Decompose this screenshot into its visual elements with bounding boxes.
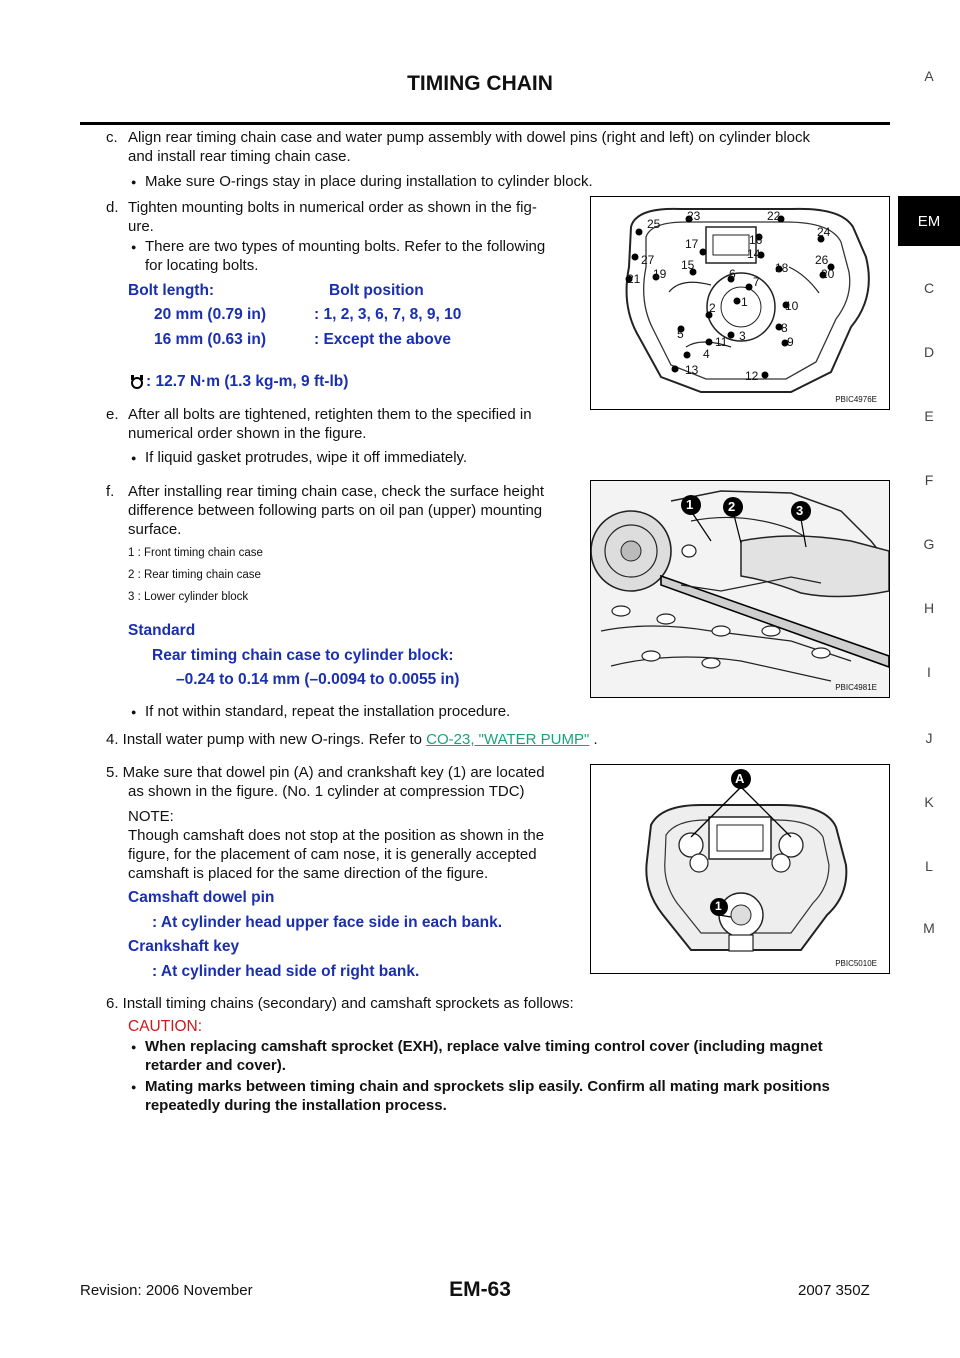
bolt-number: 20 (821, 267, 835, 281)
step-f-marker: f. (106, 483, 115, 500)
step-d-bullet1: ● There are two types of mounting bolts. Refer to the following (145, 237, 545, 256)
standard-item: Rear timing chain case to cylinder block: (152, 647, 454, 664)
legend-item: 1 : Front timing chain case (128, 547, 263, 559)
step-d-line1: Tighten mounting bolts in numerical order as shown in the fig- (128, 199, 537, 216)
step-4 (106, 730, 598, 749)
step-4-suffix: . (589, 731, 598, 748)
bolt-number: 2 (709, 301, 716, 315)
bolt-table-r2-position: : Except the above (314, 331, 451, 348)
cam-dowel-label: Camshaft dowel pin (128, 889, 275, 906)
note-line3: camshaft is placed for the same direction of the figure. (128, 865, 489, 882)
cam-dowel-desc: : At cylinder head upper face side in each bank. (152, 914, 502, 931)
caution-bullet1-line1: ● When replacing camshaft sprocket (EXH), replace valve timing control cover (including magnet (145, 1037, 823, 1056)
side-tab-f[interactable]: F (924, 472, 934, 488)
figure-code: PBIC4976E (835, 395, 877, 404)
side-tab-d[interactable]: D (923, 344, 935, 360)
legend-item: 3 : Lower cylinder block (128, 591, 249, 603)
bolt-number: 13 (685, 363, 699, 377)
caution-bullet2-line1: ● Mating marks between timing chain and sprockets slip easily. Confirm all mating mark positions (145, 1077, 830, 1096)
bolt-number: 17 (685, 237, 699, 251)
bolt-number: 21 (627, 272, 641, 286)
bolt-number: 23 (687, 209, 701, 223)
bolt-number: 7 (753, 275, 760, 289)
bolt-number: 26 (815, 253, 829, 267)
bolt-number: 1 (741, 295, 748, 309)
bolt-table-r1-position: : 1, 2, 3, 6, 7, 8, 9, 10 (314, 306, 462, 323)
bolt-number: 19 (653, 267, 667, 281)
step-d-bullet2: for locating bolts. (145, 257, 259, 274)
side-tab-m[interactable]: M (923, 920, 935, 936)
side-tab-l[interactable]: L (925, 858, 933, 874)
note-label: NOTE: (128, 808, 174, 825)
bolt-number: 14 (747, 247, 761, 261)
step-e-bullet: ● If liquid gasket protrudes, wipe it off immediately. (145, 448, 467, 467)
caution-label: CAUTION: (128, 1018, 203, 1035)
step-f-line2: difference between following parts on oil pan (upper) mounting (128, 502, 543, 519)
bolt-number: 4 (703, 347, 710, 361)
note-line2: figure, for the placement of cam nose, it is generally accepted (128, 846, 537, 863)
caution-bullet1-line2: retarder and cover). (145, 1057, 286, 1074)
bolt-number: 25 (647, 217, 661, 231)
callout-2: 2 (728, 499, 736, 514)
callout-3: 3 (796, 503, 804, 518)
bolt-number: 18 (775, 261, 789, 275)
footer-revision: Revision: 2006 November (80, 1282, 253, 1299)
step-e-marker: e. (106, 406, 119, 423)
side-tab-a[interactable]: A (924, 68, 934, 84)
side-tab-g[interactable]: G (923, 536, 935, 552)
step-f-line3: surface. (128, 521, 182, 538)
bolt-number: 22 (767, 209, 781, 223)
bolt-table-header-position: Bolt position (329, 282, 424, 299)
step-c-bullet: ● Make sure O-rings stay in place during installation to cylinder block. (145, 172, 593, 191)
figure-code: PBIC5010E (835, 959, 877, 968)
bolt-number: 24 (817, 225, 831, 239)
bolt-number: 27 (641, 253, 655, 267)
bolt-table-r1-length: 20 mm (0.79 in) (154, 306, 266, 323)
crank-key-label: Crankshaft key (128, 938, 240, 955)
figure-bolt-order (590, 196, 890, 410)
step-5-line2: as shown in the figure. (No. 1 cylinder at compression TDC) (128, 783, 525, 800)
bolt-number: 6 (729, 267, 736, 281)
bolt-number: 12 (745, 369, 759, 383)
figure-code: PBIC4981E (835, 683, 877, 692)
side-tab-c[interactable]: C (923, 280, 935, 296)
step-d-marker: d. (106, 199, 119, 216)
water-pump-link[interactable]: CO-23, "WATER PUMP" (426, 731, 590, 748)
step-4-text: 4. Install water pump with new O-rings. Refer to (106, 731, 427, 748)
bolt-table-header-length: Bolt length: (128, 282, 215, 299)
callout-a: A (735, 771, 745, 786)
callout-1: 1 (715, 899, 722, 913)
bolt-table-r2-length: 16 mm (0.63 in) (154, 331, 266, 348)
step-5-line1: 5. Make sure that dowel pin (A) and crankshaft key (1) are located (106, 764, 545, 781)
side-tab-k[interactable]: K (924, 794, 934, 810)
bolt-number: 16 (749, 233, 763, 247)
bolt-number: 10 (785, 299, 799, 313)
bolt-number: 8 (781, 321, 788, 335)
bolt-number: 5 (677, 327, 684, 341)
step-d-line2: ure. (128, 218, 154, 235)
crank-key-desc: : At cylinder head side of right bank. (152, 963, 420, 980)
side-tab-e[interactable]: E (924, 408, 934, 424)
side-tab-h[interactable]: H (923, 600, 935, 616)
torque-spec: : 12.7 N·m (1.3 kg-m, 9 ft-lb) (146, 373, 349, 390)
side-tab-i[interactable]: I (927, 664, 931, 680)
bolt-number: 3 (739, 329, 746, 343)
page-number: EM-63 (449, 1278, 511, 1301)
step-c-line2: and install rear timing chain case. (128, 148, 351, 165)
step-f-bullet: ● If not within standard, repeat the installation procedure. (145, 702, 510, 721)
standard-value: –0.24 to 0.14 mm (–0.0094 to 0.0055 in) (176, 671, 460, 688)
header-rule (80, 122, 890, 125)
page-title: TIMING CHAIN (407, 72, 553, 95)
step-e-line1: After all bolts are tightened, retighten them to the specified in (128, 406, 532, 423)
step-c-marker: c. (106, 129, 118, 146)
bolt-number: 9 (787, 335, 794, 349)
caution-bullet2-line2: repeatedly during the installation process. (145, 1097, 447, 1114)
callout-1: 1 (686, 497, 694, 512)
figure-surface-check (590, 480, 890, 698)
step-e-line2: numerical order shown in the figure. (128, 425, 367, 442)
bolt-number: 11 (715, 335, 728, 349)
figure-dowel-pin (590, 764, 890, 974)
torque-wrench-icon (128, 373, 146, 391)
footer-model: 2007 350Z (798, 1282, 870, 1299)
standard-label: Standard (128, 622, 196, 639)
legend-item: 2 : Rear timing chain case (128, 569, 261, 581)
side-tab-j[interactable]: J (925, 730, 933, 746)
bolt-number: 15 (681, 258, 695, 272)
side-tab-em[interactable]: EM (898, 196, 960, 246)
step-6: 6. Install timing chains (secondary) and camshaft sprockets as follows: (106, 995, 574, 1012)
step-f-line1: After installing rear timing chain case, check the surface height (128, 483, 545, 500)
note-line1: Though camshaft does not stop at the position as shown in the (128, 827, 545, 844)
step-c-line1: Align rear timing chain case and water pump assembly with dowel pins (right and left) on cylinder block (128, 129, 810, 146)
